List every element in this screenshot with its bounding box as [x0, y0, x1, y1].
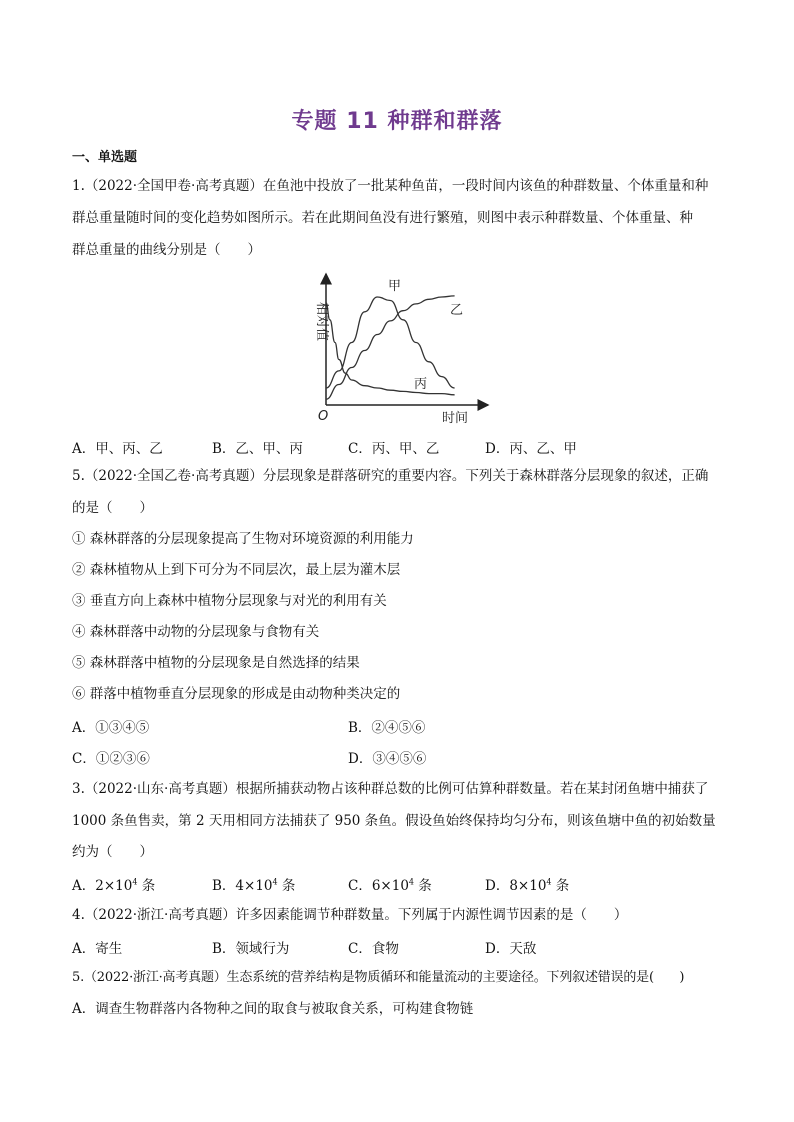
q4-options — [72, 937, 732, 957]
q5a-options-row-1 — [72, 716, 732, 736]
q3-option-a[interactable]: A．$2\times 10^4$ 条 — [72, 877, 156, 894]
q5b-option-a[interactable]: A．调查生物群落内各物种之间的取食与被取食关系，可构建食物链 — [72, 1001, 474, 1017]
origin-label: O — [318, 409, 329, 424]
q5a-options-row-2 — [72, 747, 732, 767]
q4-stem: 4.（2022·浙江·高考真题）许多因素能调节种群数量。下列属于内源性调节因素的是（ ） — [72, 907, 628, 923]
series-label-bing: 丙 — [414, 377, 428, 392]
q1-option-a[interactable]: A．甲、丙、乙 — [72, 441, 163, 457]
page-title: 专题 11 种群和群落 — [291, 109, 503, 134]
x-axis-label: 时间 — [442, 411, 469, 425]
q3-option-d[interactable]: D．$8\times 10^4$ 条 — [485, 877, 570, 894]
q5a-stem-line-1: 5.（2022·全国乙卷·高考真题）分层现象是群落研究的重要内容。下列关于森林群落分层现象的叙述，正确 — [72, 468, 709, 484]
q3-option-c[interactable]: C．$6\times 10^4$ 条 — [348, 877, 432, 894]
q3-stem-line-3: 约为（ ） — [72, 844, 153, 860]
q5a-option-c[interactable]: C．①②③⑥ — [72, 751, 150, 767]
q5a-option-b[interactable]: B．②④⑤⑥ — [348, 720, 426, 736]
q1-option-d[interactable]: D．丙、乙、甲 — [485, 441, 577, 457]
q5a-statement-4: ④ 森林群落中动物的分层现象与食物有关 — [72, 624, 320, 640]
q5a-statement-1: ① 森林群落的分层现象提高了生物对环境资源的利用能力 — [72, 531, 414, 547]
q1-line-chart — [296, 270, 496, 425]
section-heading: 一、单选题 — [72, 150, 138, 165]
q1-options — [72, 437, 732, 457]
q3-stem-line-1: 3.（2022·山东·高考真题）根据所捕获动物占该种群总数的比例可估算种群数量。若在某封闭鱼塘中捕获了 — [72, 781, 709, 797]
series-bing-curve — [326, 303, 455, 395]
q5a-option-a[interactable]: A．①③④⑤ — [72, 720, 150, 736]
q5a-statement-2: ② 森林植物从上到下可分为不同层次，最上层为灌木层 — [72, 562, 401, 578]
series-label-jia: 甲 — [388, 279, 402, 294]
series-label-yi: 乙 — [450, 303, 464, 318]
q3-options — [72, 874, 732, 894]
q5b-stem: 5.（2022·浙江·高考真题）生态系统的营养结构是物质循环和能量流动的主要途径。下列叙述错误的是( ) — [72, 970, 685, 985]
q5a-option-d[interactable]: D．③④⑤⑥ — [348, 751, 427, 767]
q1-stem-line-1: 1.（2022·全国甲卷·高考真题）在鱼池中投放了一批某种鱼苗，一段时间内该鱼的种群数量、个体重量和种 — [72, 178, 709, 194]
series-yi-curve — [326, 296, 455, 399]
q3-stem-line-2: 1000 条鱼售卖，第 2 天用相同方法捕获了 950 条鱼。假设鱼始终保持均匀分布，则该鱼塘中鱼的初始数量 — [72, 813, 716, 829]
q4-option-d[interactable]: D．天敌 — [485, 941, 537, 957]
q1-stem-line-3: 群总重量的曲线分别是（ ） — [72, 242, 261, 258]
q5a-statement-5: ⑤ 森林群落中植物的分层现象是自然选择的结果 — [72, 655, 360, 671]
q1-option-b[interactable]: B．乙、甲、丙 — [212, 441, 303, 457]
q4-option-a[interactable]: A．寄生 — [72, 941, 123, 957]
q3-option-b[interactable]: B．$4\times 10^4$ 条 — [212, 877, 296, 894]
q1-stem-line-2: 群总重量随时间的变化趋势如图所示。若在此期间鱼没有进行繁殖，则图中表示种群数量、个体重量、种 — [72, 210, 693, 226]
q5a-statement-6: ⑥ 群落中植物垂直分层现象的形成是由动物种类决定的 — [72, 686, 401, 702]
q4-option-c[interactable]: C．食物 — [348, 941, 399, 957]
q1-option-c[interactable]: C．丙、甲、乙 — [348, 441, 440, 457]
q5a-statement-3: ③ 垂直方向上森林中植物分层现象与对光的利用有关 — [72, 593, 387, 609]
y-axis-label: 相对值 — [314, 302, 329, 342]
q4-option-b[interactable]: B．领域行为 — [212, 941, 290, 957]
q5a-stem-line-2: 的是（ ） — [72, 500, 153, 516]
